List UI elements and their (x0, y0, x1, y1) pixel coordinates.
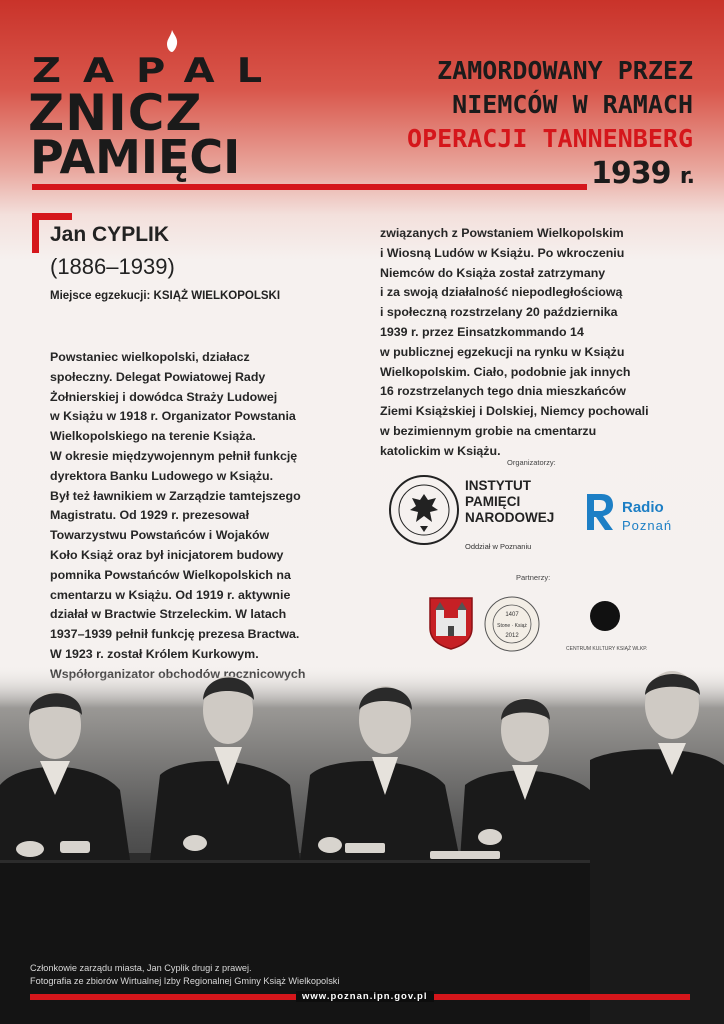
year-number: 1939 (590, 156, 671, 191)
bio-line: pomnika Powstańców Wielkopolskich na (50, 567, 291, 582)
bio-line: w bezimiennym grobie na cmentarzu (380, 423, 597, 438)
bio-line: Ziemi Książskiej i Dolskiej, Niemcy pochowali (380, 404, 649, 419)
bio-line: Niemców do Książa został zatrzymany (380, 265, 606, 280)
ipn-name (465, 478, 554, 526)
bio-line: społeczny. Delegat Powiatowej Rady (50, 369, 266, 384)
radio-label: Radio (622, 499, 664, 516)
seal-year-2: 2012 (505, 633, 519, 639)
bio-left-column (50, 348, 380, 685)
bio-line: i społeczną rozstrzelany 20 października (380, 305, 618, 320)
flame-icon (165, 30, 179, 52)
bio-line: w Książu w 1918 r. Organizator Powstania (50, 409, 296, 424)
bractwo-seal-icon (484, 596, 540, 652)
photo-caption-line-1: Członkowie zarządu miasta, Jan Cyplik drugi z prawej. (30, 963, 252, 973)
bio-line: W okresie międzywojennym pełnił funkcję (50, 448, 298, 463)
headline-divider (32, 184, 587, 190)
bio-line: 16 rozstrzelanych tego dnia mieszkańców (380, 384, 626, 399)
person-name: Jan CYPLIK (50, 223, 170, 246)
bio-line: związanych z Powstaniem Wielkopolskim (380, 226, 624, 240)
bio-right-column (380, 224, 700, 462)
headline-line-1: ZAMORDOWANY PRZEZ (437, 56, 693, 85)
bio-line: Powstaniec wielkopolski, działacz (50, 350, 250, 364)
centrum-kultury-logo-icon (590, 601, 620, 631)
bio-line: Był też ławnikiem w Zarządzie tamtejszego (50, 488, 301, 503)
ipn-eagle-seal-icon (388, 474, 460, 546)
bio-line: 1937–1939 pełnił funkcję prezesa Bractwa. (50, 627, 300, 642)
ipn-line-1: INSTYTUT (465, 478, 531, 493)
seal-year-1: 1407 (505, 612, 519, 618)
partners-label: Partnerzy: (516, 573, 551, 582)
ksiaz-coat-of-arms-icon (428, 596, 474, 650)
bio-line: i Wiosną Ludów w Książu. Po wkroczeniu (380, 245, 625, 260)
bio-line: Koło Książ oraz był inicjatorem budowy (50, 547, 284, 562)
headline (368, 54, 693, 156)
bio-line: katolickim w Książu. (380, 443, 501, 458)
execution-place: Miejsce egzekucji: KSIĄŻ WIELKOPOLSKI (50, 290, 281, 302)
logo-line-2: ZNICZ (28, 84, 203, 142)
bio-line: działał w Bractwie Strzeleckim. W latach (50, 607, 287, 622)
headline-line-3: OPERACJI TANNENBERG (407, 124, 693, 153)
ipn-line-3: NARODOWEJ (465, 510, 555, 525)
radio-city: Poznań (622, 518, 673, 533)
bio-line: Żołnierskiej i dowódca Straży Ludowej (50, 389, 278, 404)
seal-center-text: Stone · Książ (497, 623, 527, 629)
year-suffix: r. (679, 164, 694, 189)
organizers-label: Organizatorzy: (507, 458, 556, 467)
bio-line: Towarzystwu Powstańców i Wojaków (50, 528, 270, 543)
photo-caption-line-2: Fotografia ze zbiorów Wirtualnej Izby Regionalnej Gminy Książ Wielkopolski (30, 976, 340, 986)
ipn-line-2: PAMIĘCI (465, 494, 521, 509)
headline-year (591, 156, 694, 191)
radio-poznan-logo-icon (585, 492, 615, 532)
bio-line: w publicznej egzekucji na rynku w Książu (380, 344, 625, 359)
bio-line: cmentarzu w Książu. Od 1919 r. aktywnie (50, 587, 291, 602)
zapal-znicz-pamieci-logo (28, 48, 303, 184)
bio-line: W 1923 r. został Królem Kurkowym. (50, 646, 259, 661)
ipn-branch: Oddział w Poznaniu (465, 542, 532, 551)
person-years: (1886–1939) (50, 254, 175, 279)
bio-line: 1939 r. przez Einsatzkommando 14 (380, 324, 584, 339)
logo-line-1: ZAPAL (32, 51, 285, 91)
bio-line: Wielkopolskiego na terenie Książa. (50, 429, 256, 444)
bio-line: Wielkopolskim. Ciało, podobnie jak innych (380, 364, 631, 379)
logo-line-3: PAMIĘCI (30, 130, 241, 184)
headline-line-2: NIEMCÓW W RAMACH (452, 90, 693, 119)
website-link[interactable]: www.poznan.ipn.gov.pl (296, 991, 434, 1002)
bio-line: dyrektora Banku Ludowego w Książu. (50, 468, 274, 483)
centrum-kultury-label: CENTRUM KULTURY KSIĄŻ WLKP. (566, 646, 648, 652)
bio-line: Magistratu. Od 1929 r. prezesował (50, 508, 250, 523)
bio-line: i za swoją działalność niepodległościową (380, 285, 623, 300)
